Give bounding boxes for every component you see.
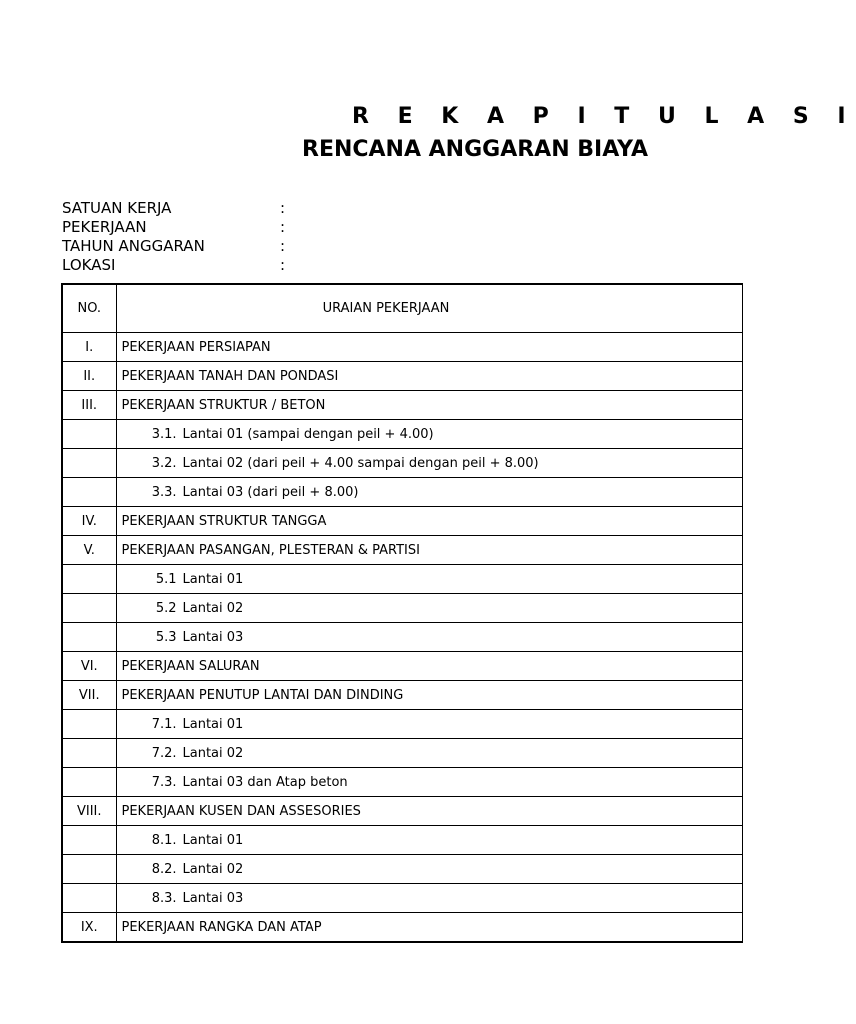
table-row bbox=[62, 913, 742, 943]
row-number: VII. bbox=[62, 681, 116, 710]
row-subitem bbox=[116, 710, 742, 739]
subitem-description: Lantai 01 bbox=[182, 832, 244, 848]
subitem-number: 3.2. bbox=[151, 455, 177, 471]
meta-label: SATUAN KERJA bbox=[62, 199, 172, 217]
row-description: PEKERJAAN STRUKTUR TANGGA bbox=[116, 507, 742, 536]
row-description: PEKERJAAN RANGKA DAN ATAP bbox=[116, 913, 742, 943]
subitem-description: Lantai 03 bbox=[182, 890, 244, 906]
meta-label: PEKERJAAN bbox=[62, 218, 147, 236]
meta-label: TAHUN ANGGARAN bbox=[62, 237, 205, 255]
subitem-description: Lantai 01 bbox=[182, 571, 244, 587]
row-subitem bbox=[116, 826, 742, 855]
subitem-number: 8.1. bbox=[151, 832, 177, 848]
row-number: IV. bbox=[62, 507, 116, 536]
table-row bbox=[62, 507, 742, 536]
subitem-description: Lantai 03 dan Atap beton bbox=[182, 774, 348, 790]
subitem-number: 8.2. bbox=[151, 861, 177, 877]
subitem-description: Lantai 02 bbox=[182, 745, 244, 761]
meta-row-tahun-anggaran bbox=[62, 237, 362, 256]
row-number bbox=[62, 449, 116, 478]
table-row bbox=[62, 797, 742, 826]
row-subitem bbox=[116, 565, 742, 594]
row-number bbox=[62, 594, 116, 623]
meta-fields bbox=[62, 199, 362, 275]
table-row bbox=[62, 739, 742, 768]
table-row bbox=[62, 826, 742, 855]
row-number bbox=[62, 478, 116, 507]
meta-colon: : bbox=[280, 256, 286, 274]
table-row bbox=[62, 710, 742, 739]
table-row bbox=[62, 362, 742, 391]
table-row bbox=[62, 768, 742, 797]
subitem-number: 7.1. bbox=[151, 716, 177, 732]
subitem-description: Lantai 03 bbox=[182, 629, 244, 645]
subitem-number: 7.3. bbox=[151, 774, 177, 790]
table-row bbox=[62, 594, 742, 623]
recap-table bbox=[61, 283, 743, 943]
column-header-desc: URAIAN PEKERJAAN bbox=[116, 284, 742, 333]
subitem-number: 5.2 bbox=[155, 600, 177, 616]
row-number: II. bbox=[62, 362, 116, 391]
row-subitem bbox=[116, 594, 742, 623]
row-number: I. bbox=[62, 333, 116, 362]
row-subitem bbox=[116, 420, 742, 449]
subitem-number: 5.1 bbox=[155, 571, 177, 587]
table-header-row bbox=[62, 284, 742, 333]
row-description: PEKERJAAN SALURAN bbox=[116, 652, 742, 681]
row-subitem bbox=[116, 739, 742, 768]
table-row bbox=[62, 536, 742, 565]
table-row bbox=[62, 652, 742, 681]
row-number bbox=[62, 420, 116, 449]
table-row bbox=[62, 565, 742, 594]
meta-colon: : bbox=[280, 199, 286, 217]
row-number bbox=[62, 768, 116, 797]
meta-colon: : bbox=[280, 237, 286, 255]
table-row bbox=[62, 855, 742, 884]
row-number: V. bbox=[62, 536, 116, 565]
row-description: PEKERJAAN TANAH DAN PONDASI bbox=[116, 362, 742, 391]
document-subtitle: RENCANA ANGGARAN BIAYA bbox=[302, 137, 648, 162]
row-description: PEKERJAAN PERSIAPAN bbox=[116, 333, 742, 362]
row-description: PEKERJAAN PENUTUP LANTAI DAN DINDING bbox=[116, 681, 742, 710]
table-row bbox=[62, 449, 742, 478]
table-row bbox=[62, 623, 742, 652]
subitem-number: 3.1. bbox=[151, 426, 177, 442]
row-description: PEKERJAAN KUSEN DAN ASSESORIES bbox=[116, 797, 742, 826]
subitem-description: Lantai 02 bbox=[182, 861, 244, 877]
meta-colon: : bbox=[280, 218, 286, 236]
subitem-description: Lantai 01 (sampai dengan peil + 4.00) bbox=[182, 426, 434, 442]
row-number bbox=[62, 855, 116, 884]
row-number bbox=[62, 826, 116, 855]
meta-row-lokasi bbox=[62, 256, 362, 275]
row-subitem bbox=[116, 884, 742, 913]
row-number: IX. bbox=[62, 913, 116, 943]
row-description: PEKERJAAN STRUKTUR / BETON bbox=[116, 391, 742, 420]
column-header-no: NO. bbox=[62, 284, 116, 333]
subitem-number: 8.3. bbox=[151, 890, 177, 906]
row-number: III. bbox=[62, 391, 116, 420]
row-number bbox=[62, 565, 116, 594]
recap-table-container bbox=[61, 283, 694, 947]
table-row bbox=[62, 420, 742, 449]
subitem-number: 3.3. bbox=[151, 484, 177, 500]
meta-row-pekerjaan bbox=[62, 218, 362, 237]
meta-label: LOKASI bbox=[62, 256, 116, 274]
row-number: VIII. bbox=[62, 797, 116, 826]
subitem-description: Lantai 02 bbox=[182, 600, 244, 616]
row-description: PEKERJAAN PASANGAN, PLESTERAN & PARTISI bbox=[116, 536, 742, 565]
row-subitem bbox=[116, 768, 742, 797]
table-row bbox=[62, 478, 742, 507]
table-row bbox=[62, 884, 742, 913]
subitem-description: Lantai 01 bbox=[182, 716, 244, 732]
row-subitem bbox=[116, 855, 742, 884]
row-subitem bbox=[116, 623, 742, 652]
row-subitem bbox=[116, 478, 742, 507]
table-row bbox=[62, 681, 742, 710]
row-number: VI. bbox=[62, 652, 116, 681]
row-subitem bbox=[116, 449, 742, 478]
table-row bbox=[62, 333, 742, 362]
table-row bbox=[62, 391, 742, 420]
row-number bbox=[62, 623, 116, 652]
subitem-number: 7.2. bbox=[151, 745, 177, 761]
row-number bbox=[62, 710, 116, 739]
subitem-description: Lantai 03 (dari peil + 8.00) bbox=[182, 484, 359, 500]
row-number bbox=[62, 884, 116, 913]
meta-row-satuan-kerja bbox=[62, 199, 362, 218]
document-title: R E K A P I T U L A S I bbox=[352, 104, 856, 129]
table-body bbox=[62, 333, 742, 943]
row-number bbox=[62, 739, 116, 768]
subitem-number: 5.3 bbox=[155, 629, 177, 645]
subitem-description: Lantai 02 (dari peil + 4.00 sampai dengan peil + 8.00) bbox=[182, 455, 539, 471]
